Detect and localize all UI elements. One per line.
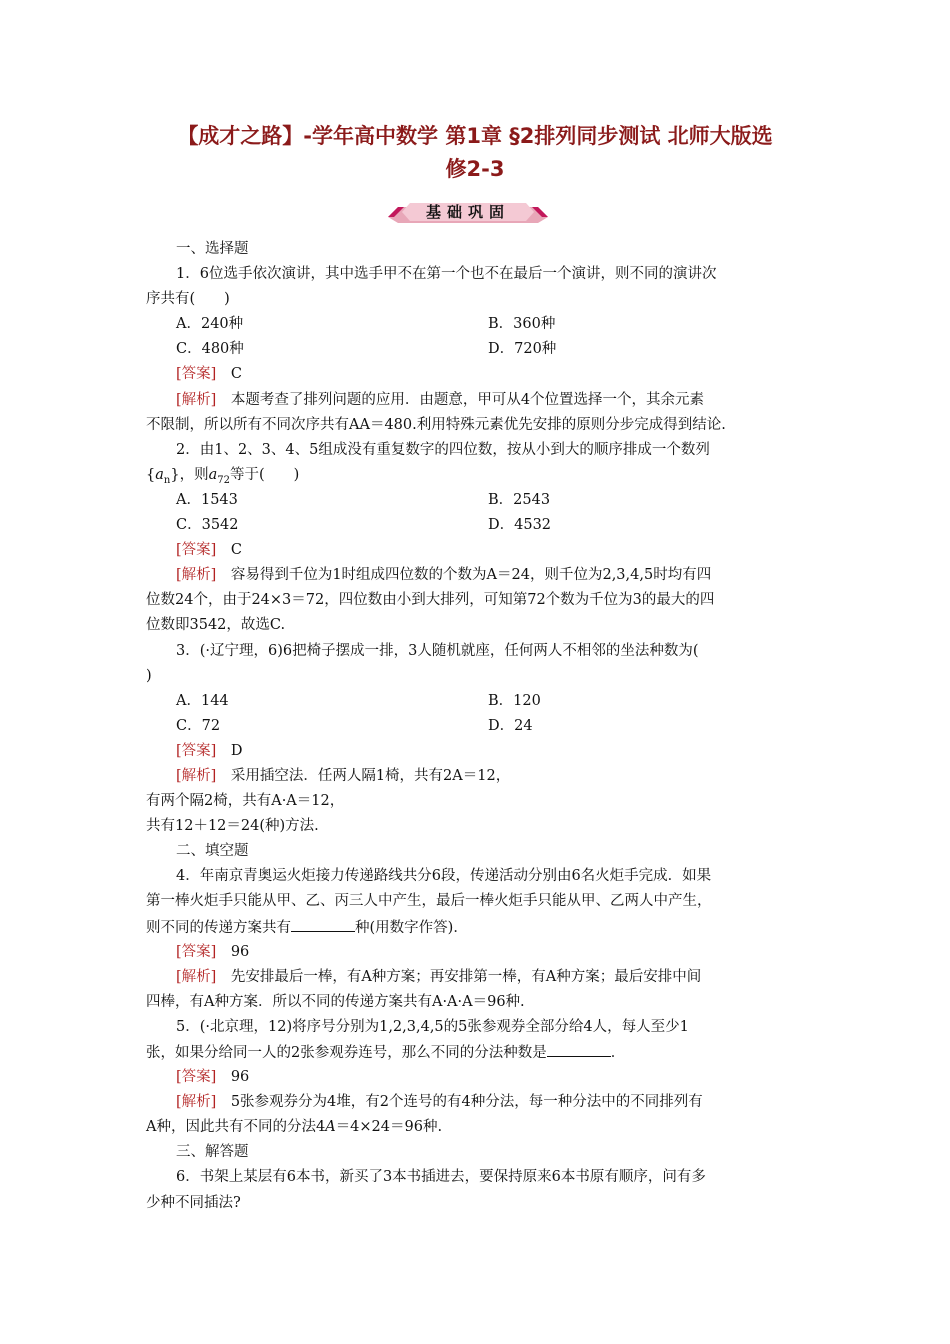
- option-a: A．240种: [176, 316, 244, 333]
- text-fragment: 则不同的传递方案共有: [146, 919, 291, 936]
- document-title: [120, 120, 830, 186]
- option-d: D．720种: [488, 341, 557, 358]
- text-fragment: ．: [610, 1045, 626, 1061]
- question-3-answer: [146, 739, 814, 764]
- question-3-stem-line-2: ): [146, 667, 152, 684]
- text-fragment: {: [146, 466, 156, 483]
- question-5-analysis-line-1: [146, 1090, 814, 1115]
- question-4-answer: [146, 940, 814, 965]
- question-5-answer: [146, 1065, 814, 1090]
- section-banner: [388, 199, 548, 225]
- question-1-analysis-line-1: [146, 388, 814, 413]
- question-3-analysis-line-3: 共有12＋12＝24(种)方法.: [146, 818, 319, 835]
- question-2-analysis-line-2: 位数24个，由于24×3＝72，四位数由小到大排列，可知第72个数为千位为3的最大的四: [146, 592, 715, 609]
- answer-value: 96: [230, 1069, 250, 1086]
- question-3-stem-line-1: 3．(·辽宁理，6)6把椅子摆成一排，3人随机就座，任何两人不相邻的坐法种数为(: [176, 642, 699, 659]
- answer-tag: [答案]: [176, 1069, 217, 1086]
- answer-tag: [答案]: [176, 366, 217, 383]
- question-6-stem-line-1: 6．书架上某层有6本书，新买了3本书插进去，要保持原来6本书原有顺序，问有多: [176, 1169, 706, 1186]
- question-4-stem-line-3: [146, 915, 814, 940]
- answer-value: 96: [230, 943, 250, 960]
- question-1-stem-line-2: 序共有( ): [146, 291, 230, 308]
- section-heading-1: 一、选择题: [176, 241, 249, 257]
- text-fragment: 种(用数字作答)．: [355, 919, 468, 936]
- analysis-tag: [解析]: [176, 1094, 217, 1111]
- answer-tag: [答案]: [176, 542, 217, 559]
- question-6-stem-line-2: 少种不同插法?: [146, 1194, 241, 1211]
- answer-blank: [547, 1040, 611, 1057]
- option-d: D．24: [488, 717, 533, 734]
- document-body: [146, 237, 814, 1216]
- question-1-stem-line-1: 1．6位选手依次演讲，其中选手甲不在第一个也不在最后一个演讲，则不同的演讲次: [176, 266, 717, 283]
- title-line-2: 修2-3: [445, 157, 505, 181]
- answer-tag: [答案]: [176, 742, 217, 759]
- answer-value: C: [230, 366, 242, 383]
- analysis-tag: [解析]: [176, 767, 217, 784]
- question-3-options-row-2: [146, 714, 814, 739]
- section-heading-2: 二、填空题: [176, 843, 249, 860]
- text-fragment: A种，因此共有不同的分法4: [146, 1119, 326, 1136]
- question-5-stem-line-1: 5．(·北京理，12)将序号分别为1,2,3,4,5的5张参观券全部分给4人，每人至少1: [176, 1018, 689, 1035]
- option-b: B．2543: [488, 491, 551, 508]
- text-fragment: 等于( ): [229, 466, 300, 483]
- math-subscript: n: [163, 474, 171, 486]
- question-4-stem-line-2: 第一棒火炬手只能从甲、乙、丙三人中产生，最后一棒火炬手只能从甲、乙两人中产生，: [146, 893, 712, 910]
- question-4-analysis-line-1: [146, 965, 814, 990]
- option-c: C．480种: [176, 341, 244, 358]
- question-2-options-row-2: [146, 513, 814, 538]
- analysis-text: 容易得到千位为1时组成四位数的个数为A＝24，则千位为2,3,4,5时均有四: [230, 567, 712, 584]
- option-a: A．1543: [176, 491, 238, 508]
- math-var: A: [325, 1119, 336, 1136]
- option-c: C．3542: [176, 517, 239, 534]
- question-3-analysis-line-2: 有两个隔2椅，共有A·A＝12，: [146, 793, 345, 810]
- text-fragment: ＝4×24＝96种.: [335, 1119, 443, 1136]
- analysis-text: 本题考查了排列问题的应用．由题意，甲可从4个位置选择一个，其余元素: [230, 391, 705, 408]
- question-4-analysis-line-2: 四棒，有A种方案．所以不同的传递方案共有A·A·A＝96种.: [146, 993, 525, 1010]
- analysis-tag: [解析]: [176, 968, 217, 985]
- question-2-stem-line-2: [146, 463, 814, 488]
- analysis-tag: [解析]: [176, 391, 217, 408]
- question-1-options-row-1: [146, 312, 814, 337]
- question-4-stem-line-1: 4．年南京青奥运火炬接力传递路线共分6段，传递活动分别由6名火炬手完成．如果: [176, 868, 712, 885]
- analysis-tag: [解析]: [176, 567, 217, 584]
- option-a: A．144: [176, 692, 229, 709]
- question-5-stem-line-2: [146, 1040, 814, 1065]
- math-var: a: [155, 466, 164, 483]
- option-b: B．360种: [488, 316, 556, 333]
- option-d: D．4532: [488, 517, 552, 534]
- analysis-text: 采用插空法．任两人隔1椅，共有2A＝12，: [230, 767, 511, 784]
- answer-value: C: [230, 542, 242, 559]
- option-c: C．72: [176, 717, 221, 734]
- question-2-stem-line-1: 2．由1、2、3、4、5组成没有重复数字的四位数，按从小到大的顺序排成一个数列: [176, 441, 710, 458]
- analysis-text: 5张参观券分为4堆，有2个连号的有4种分法，每一种分法中的不同排列有: [230, 1094, 703, 1111]
- question-2-analysis-line-1: [146, 563, 814, 588]
- question-3-options-row-1: [146, 689, 814, 714]
- question-1-options-row-2: [146, 337, 814, 362]
- text-fragment: }，则: [170, 466, 209, 483]
- answer-blank: [291, 915, 355, 932]
- question-1-answer: [146, 362, 814, 387]
- banner-label: 基础巩固: [425, 203, 510, 221]
- section-heading-3: 三、解答题: [176, 1144, 249, 1161]
- answer-value: D: [230, 742, 243, 759]
- question-2-options-row-1: [146, 488, 814, 513]
- text-fragment: 张，如果分给同一人的2张参观券连号，那么不同的分法种数是: [146, 1045, 547, 1061]
- analysis-text: 先安排最后一棒，有A种方案；再安排第一棒，有A种方案；最后安排中间: [230, 968, 702, 985]
- question-2-answer: [146, 538, 814, 563]
- question-1-analysis-line-2: 不限制，所以所有不同次序共有AA＝480.利用特殊元素优先安排的原则分步完成得到结论.: [146, 416, 726, 433]
- title-line-1: 【成才之路】-学年高中数学 第1章 §2排列同步测试 北师大版选: [177, 124, 773, 148]
- answer-tag: [答案]: [176, 943, 217, 960]
- option-b: B．120: [488, 692, 541, 709]
- question-3-analysis-line-1: [146, 764, 814, 789]
- question-2-analysis-line-3: 位数即3542，故选C.: [146, 617, 286, 634]
- question-5-analysis-line-2: [146, 1115, 814, 1140]
- math-subscript: 72: [217, 474, 230, 486]
- math-var: a: [208, 466, 218, 483]
